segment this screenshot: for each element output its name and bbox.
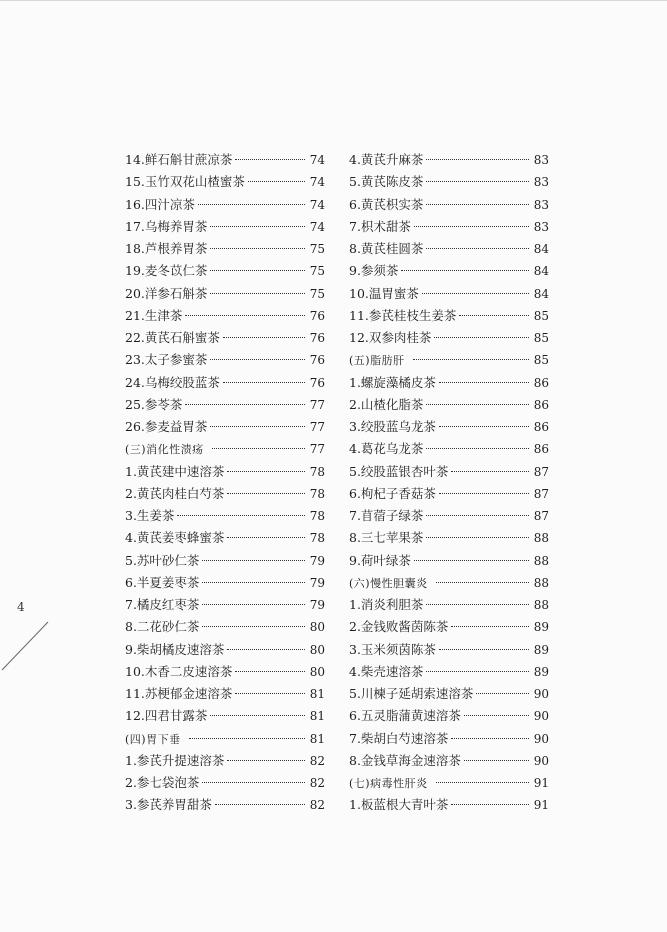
toc-entry-title: 15.玉竹双花山楂蜜茶 xyxy=(125,174,245,190)
toc-dot-leader xyxy=(439,382,529,383)
toc-dot-leader xyxy=(464,715,529,716)
toc-dot-leader xyxy=(202,782,304,783)
toc-entry-page: 87 xyxy=(533,486,549,501)
toc-entry-title: 5.黄芪陈皮茶 xyxy=(349,174,424,190)
toc-entry-title: 1.消炎利胆茶 xyxy=(349,597,424,612)
toc-entry-title: 19.麦冬苡仁茶 xyxy=(125,263,208,279)
toc-entry xyxy=(125,349,325,371)
toc-entry-title: 8.黄芪桂圆茶 xyxy=(349,241,424,256)
page-number: 4 xyxy=(17,600,25,614)
toc-entry-page: 76 xyxy=(309,308,325,323)
toc-entry-page: 75 xyxy=(309,264,325,279)
toc-entry xyxy=(125,283,325,305)
toc-entry-title: 24.乌梅绞股蓝茶 xyxy=(125,374,220,390)
toc-entry-title: 26.参麦益胃茶 xyxy=(125,419,208,434)
toc-entry xyxy=(349,683,549,705)
toc-dot-leader xyxy=(401,270,528,271)
toc-dot-leader xyxy=(185,404,304,405)
toc-section-heading xyxy=(349,349,549,371)
toc-entry-title: 5.苏叶砂仁茶 xyxy=(125,552,200,568)
toc-entry xyxy=(125,616,325,638)
toc-entry-title: 12.双参肉桂茶 xyxy=(349,330,432,345)
toc-dot-leader xyxy=(439,649,529,650)
toc-entry-title: 2.山楂化脂茶 xyxy=(349,396,424,412)
toc-dot-leader xyxy=(185,315,304,316)
toc-entry-page: 90 xyxy=(533,687,549,701)
toc-entry-page: 77 xyxy=(309,442,325,457)
toc-entry xyxy=(349,372,549,394)
toc-entry xyxy=(349,705,549,727)
toc-section-heading xyxy=(125,728,325,750)
toc-entry-title: 3.参芪养胃甜茶 xyxy=(125,797,212,813)
toc-entry xyxy=(349,661,549,683)
toc-entry-title: 11.苏梗郁金速溶茶 xyxy=(125,686,233,701)
toc-entry xyxy=(125,794,325,816)
toc-dot-leader xyxy=(426,248,528,249)
toc-dot-leader xyxy=(235,159,304,160)
toc-dot-leader xyxy=(227,493,304,494)
toc-dot-leader xyxy=(177,515,304,516)
toc-entry-title: 14.鲜石斛甘蔗凉茶 xyxy=(125,152,233,167)
toc-entry xyxy=(349,550,549,572)
toc-dot-leader xyxy=(436,582,529,583)
toc-entry-title: 4.葛花乌龙茶 xyxy=(349,441,424,457)
toc-section-heading xyxy=(349,572,549,594)
toc-dot-leader xyxy=(210,270,304,271)
toc-entry xyxy=(125,705,325,727)
toc-entry-page: 88 xyxy=(533,598,549,612)
toc-dot-leader xyxy=(223,382,305,383)
toc-entry xyxy=(125,661,325,683)
toc-entry-title: 7.枳术甜茶 xyxy=(349,218,411,234)
toc-entry-page: 86 xyxy=(533,442,549,457)
toc-entry xyxy=(125,639,325,661)
toc-entry-page: 89 xyxy=(533,642,549,657)
toc-entry-page: 85 xyxy=(533,308,549,323)
toc-entry-title: 1.板蓝根大青叶茶 xyxy=(349,797,449,813)
toc-entry xyxy=(125,683,325,705)
toc-dot-leader xyxy=(426,204,528,205)
toc-dot-leader xyxy=(426,671,528,672)
toc-entry xyxy=(349,283,549,305)
toc-entry-title: 7.柴胡白芍速溶茶 xyxy=(349,730,449,746)
page-top-edge xyxy=(0,0,667,1)
toc-dot-leader xyxy=(426,537,528,538)
toc-dot-leader xyxy=(439,493,529,494)
toc-section-heading xyxy=(349,772,549,794)
toc-entry-page: 91 xyxy=(533,776,549,790)
toc-entry xyxy=(349,639,549,661)
toc-entry xyxy=(125,772,325,794)
toc-dot-leader xyxy=(202,626,304,627)
toc-entry-title: 3.绞股蓝乌龙茶 xyxy=(349,419,436,434)
toc-entry xyxy=(125,483,325,505)
toc-entry-page: 79 xyxy=(309,553,325,568)
toc-dot-leader xyxy=(434,337,528,338)
toc-dot-leader xyxy=(451,804,528,805)
toc-dot-leader xyxy=(248,181,305,182)
toc-entry-title: 1.参芪升提速溶茶 xyxy=(125,752,225,768)
toc-entry xyxy=(349,438,549,460)
toc-entry-title: 3.生姜茶 xyxy=(125,508,175,523)
toc-entry-title: 8.三七苹果茶 xyxy=(349,530,424,546)
toc-entry-page: 81 xyxy=(309,731,325,746)
toc-entry-title: 5.绞股蓝银杏叶茶 xyxy=(349,463,449,479)
toc-entry xyxy=(349,750,549,772)
toc-column-left xyxy=(125,149,325,817)
toc-entry xyxy=(125,194,325,216)
toc-entry xyxy=(125,216,325,238)
toc-entry-page: 78 xyxy=(309,464,325,479)
toc-entry xyxy=(349,594,549,616)
toc-entry-title: 10.木香二皮速溶茶 xyxy=(125,663,233,679)
toc-dot-leader xyxy=(422,293,529,294)
toc-entry-title: 9.柴胡橘皮速溶茶 xyxy=(125,641,225,657)
toc-entry-page: 76 xyxy=(309,331,325,345)
toc-entry-page: 78 xyxy=(309,531,325,546)
toc-entry-title: 18.芦根养胃茶 xyxy=(125,241,208,256)
toc-entry-page: 80 xyxy=(309,620,325,635)
toc-entry-title: 2.参七袋泡茶 xyxy=(125,775,200,790)
toc-entry-page: 78 xyxy=(309,509,325,523)
toc-entry-title: (五)脂肪肝 xyxy=(349,354,405,368)
toc-entry-page: 81 xyxy=(309,687,325,701)
toc-entry xyxy=(349,327,549,349)
toc-entry xyxy=(125,171,325,193)
toc-dot-leader xyxy=(227,760,304,761)
toc-dot-leader xyxy=(212,448,305,449)
toc-entry xyxy=(349,238,549,260)
toc-entry-title: 6.黄芪枳实茶 xyxy=(349,196,424,212)
toc-entry xyxy=(349,505,549,527)
toc-dot-leader xyxy=(227,471,304,472)
toc-dot-leader xyxy=(210,359,304,360)
toc-entry-page: 88 xyxy=(533,553,549,568)
toc-entry-page: 87 xyxy=(533,509,549,523)
toc-dot-leader xyxy=(459,315,528,316)
toc-entry-page: 85 xyxy=(533,353,549,368)
toc-dot-leader xyxy=(198,204,305,205)
toc-dot-leader xyxy=(223,337,305,338)
toc-dot-leader xyxy=(227,649,304,650)
toc-entry-title: 8.二花砂仁茶 xyxy=(125,619,200,635)
toc-dot-leader xyxy=(202,560,304,561)
toc-entry-title: 16.四汁凉茶 xyxy=(125,196,195,212)
toc-entry-title: 2.金钱败酱茵陈茶 xyxy=(349,619,449,635)
toc-dot-leader xyxy=(215,804,305,805)
toc-dot-leader xyxy=(426,181,528,182)
toc-entry-title: 6.枸杞子香菇茶 xyxy=(349,485,436,501)
toc-entry xyxy=(125,372,325,394)
toc-entry-page: 80 xyxy=(309,642,325,657)
toc-dot-leader xyxy=(210,226,304,227)
toc-entry-title: 22.黄芪石斛蜜茶 xyxy=(125,330,220,345)
toc-dot-leader xyxy=(414,226,529,227)
toc-entry-page: 86 xyxy=(533,397,549,412)
toc-entry-title: (四)胃下垂 xyxy=(125,732,181,746)
toc-entry-title: 7.橘皮红枣茶 xyxy=(125,597,200,612)
toc-dot-leader xyxy=(464,760,529,761)
toc-entry-title: 9.参须茶 xyxy=(349,263,399,279)
toc-entry-page: 90 xyxy=(533,709,549,724)
toc-dot-leader xyxy=(210,715,304,716)
toc-entry-title: 17.乌梅养胃茶 xyxy=(125,218,208,234)
toc-dot-leader xyxy=(202,582,304,583)
toc-entry-page: 83 xyxy=(533,197,549,212)
toc-entry xyxy=(125,750,325,772)
toc-entry-page: 84 xyxy=(533,264,549,279)
toc-entry xyxy=(349,216,549,238)
toc-entry-page: 76 xyxy=(309,375,325,390)
toc-entry-page: 89 xyxy=(533,664,549,679)
toc-dot-leader xyxy=(436,782,529,783)
toc-entry-page: 77 xyxy=(309,397,325,412)
toc-entry xyxy=(349,305,549,327)
toc-entry-title: 4.黄芪姜枣蜂蜜茶 xyxy=(125,530,225,546)
toc-entry-page: 79 xyxy=(309,575,325,590)
toc-entry-page: 87 xyxy=(533,464,549,479)
toc-column-right xyxy=(349,149,549,817)
toc-entry-title: 8.金钱草海金速溶茶 xyxy=(349,752,461,768)
toc-entry-title: 25.参苓茶 xyxy=(125,396,183,412)
toc-entry xyxy=(125,305,325,327)
toc-dot-leader xyxy=(451,471,528,472)
toc-entry-title: (三)消化性溃疡 xyxy=(125,443,204,457)
toc-entry-page: 75 xyxy=(309,286,325,301)
toc-entry-page: 90 xyxy=(533,753,549,768)
toc-dot-leader xyxy=(426,404,528,405)
toc-entry-title: 2.黄芪肉桂白芍茶 xyxy=(125,485,225,501)
toc-entry-page: 82 xyxy=(309,798,325,813)
page-fold-line xyxy=(0,620,60,680)
toc-entry-page: 84 xyxy=(533,286,549,301)
toc-entry-page: 82 xyxy=(309,753,325,768)
toc-entry xyxy=(125,527,325,549)
toc-entry-title: 4.柴壳速溶茶 xyxy=(349,663,424,679)
toc-entry xyxy=(125,550,325,572)
toc-entry-page: 74 xyxy=(309,219,325,234)
toc-entry xyxy=(125,416,325,438)
toc-entry-page: 74 xyxy=(309,153,325,167)
toc-dot-leader xyxy=(235,671,304,672)
toc-dot-leader xyxy=(426,448,528,449)
toc-entry-page: 91 xyxy=(533,798,549,813)
toc-dot-leader xyxy=(210,293,304,294)
toc-entry-page: 79 xyxy=(309,598,325,612)
toc-entry-title: 9.荷叶绿茶 xyxy=(349,552,411,568)
toc-dot-leader xyxy=(426,604,528,605)
toc-entry xyxy=(349,794,549,816)
toc-entry xyxy=(349,461,549,483)
toc-entry-title: 5.川楝子延胡索速溶茶 xyxy=(349,686,474,701)
toc-entry-page: 85 xyxy=(533,331,549,345)
toc-entry xyxy=(125,327,325,349)
toc-entry-page: 86 xyxy=(533,375,549,390)
toc-entry xyxy=(125,260,325,282)
toc-entry-title: 6.五灵脂蒲黄速溶茶 xyxy=(349,708,461,724)
toc-dot-leader xyxy=(451,738,528,739)
toc-dot-leader xyxy=(439,426,529,427)
toc-dot-leader xyxy=(413,359,529,360)
toc-entry-page: 83 xyxy=(533,219,549,234)
toc-entry-page: 83 xyxy=(533,175,549,190)
toc-entry-page: 80 xyxy=(309,664,325,679)
toc-entry-page: 78 xyxy=(309,486,325,501)
toc-entry-title: 10.温胃蜜茶 xyxy=(349,285,419,301)
toc-dot-leader xyxy=(202,604,304,605)
toc-entry-title: 12.四君甘露茶 xyxy=(125,708,208,724)
toc-dot-leader xyxy=(189,738,305,739)
toc-entry xyxy=(349,171,549,193)
toc-entry xyxy=(349,728,549,750)
toc-entry xyxy=(349,260,549,282)
toc-entry-title: 11.参芪桂枝生姜茶 xyxy=(349,307,457,323)
toc-entry-page: 77 xyxy=(309,420,325,434)
toc-section-heading xyxy=(125,438,325,460)
toc-entry xyxy=(125,505,325,527)
toc-entry xyxy=(349,483,549,505)
toc-entry-page: 83 xyxy=(533,153,549,167)
toc-entry-title: 1.黄芪建中速溶茶 xyxy=(125,463,225,479)
toc-entry xyxy=(125,461,325,483)
toc-entry xyxy=(349,416,549,438)
toc-entry xyxy=(125,572,325,594)
toc-entry-page: 88 xyxy=(533,575,549,590)
toc-entry xyxy=(125,149,325,171)
toc-dot-leader xyxy=(451,626,528,627)
toc-entry-page: 74 xyxy=(309,175,325,190)
toc-dot-leader xyxy=(227,537,304,538)
toc-entry-page: 81 xyxy=(309,709,325,724)
toc-entry xyxy=(349,194,549,216)
toc-entry-title: 4.黄芪升麻茶 xyxy=(349,152,424,167)
toc-entry xyxy=(125,594,325,616)
toc-entry-page: 88 xyxy=(533,531,549,546)
toc-entry-title: 6.半夏姜枣茶 xyxy=(125,574,200,590)
toc-entry-page: 74 xyxy=(309,197,325,212)
toc-entry xyxy=(125,394,325,416)
toc-entry-title: 1.螺旋藻橘皮茶 xyxy=(349,374,436,390)
toc-entry-title: 3.玉米须茵陈茶 xyxy=(349,641,436,657)
toc-entry-title: 23.太子参蜜茶 xyxy=(125,352,208,368)
toc-dot-leader xyxy=(426,515,528,516)
toc-entry xyxy=(349,149,549,171)
toc-entry-title: (七)病毒性肝炎 xyxy=(349,777,428,790)
toc-entry-page: 84 xyxy=(533,242,549,256)
toc-entry xyxy=(349,527,549,549)
toc-dot-leader xyxy=(476,693,528,694)
toc-dot-leader xyxy=(210,248,304,249)
toc-entry xyxy=(349,394,549,416)
toc-dot-leader xyxy=(414,560,529,561)
toc-entry-title: 21.生津茶 xyxy=(125,307,183,323)
toc-entry-page: 75 xyxy=(309,242,325,256)
toc-entry-page: 86 xyxy=(533,420,549,434)
toc-entry xyxy=(125,238,325,260)
toc-dot-leader xyxy=(210,426,304,427)
toc-entry-page: 82 xyxy=(309,776,325,790)
toc-entry-page: 89 xyxy=(533,620,549,635)
toc-dot-leader xyxy=(426,159,528,160)
toc-entry-title: (六)慢性胆囊炎 xyxy=(349,576,428,590)
toc-entry-page: 76 xyxy=(309,353,325,368)
toc-dot-leader xyxy=(235,693,304,694)
toc-entry-title: 20.洋参石斛茶 xyxy=(125,285,208,301)
toc-entry-title: 7.苜蓿子绿茶 xyxy=(349,508,424,523)
toc-entry-page: 90 xyxy=(533,731,549,746)
toc-entry xyxy=(349,616,549,638)
